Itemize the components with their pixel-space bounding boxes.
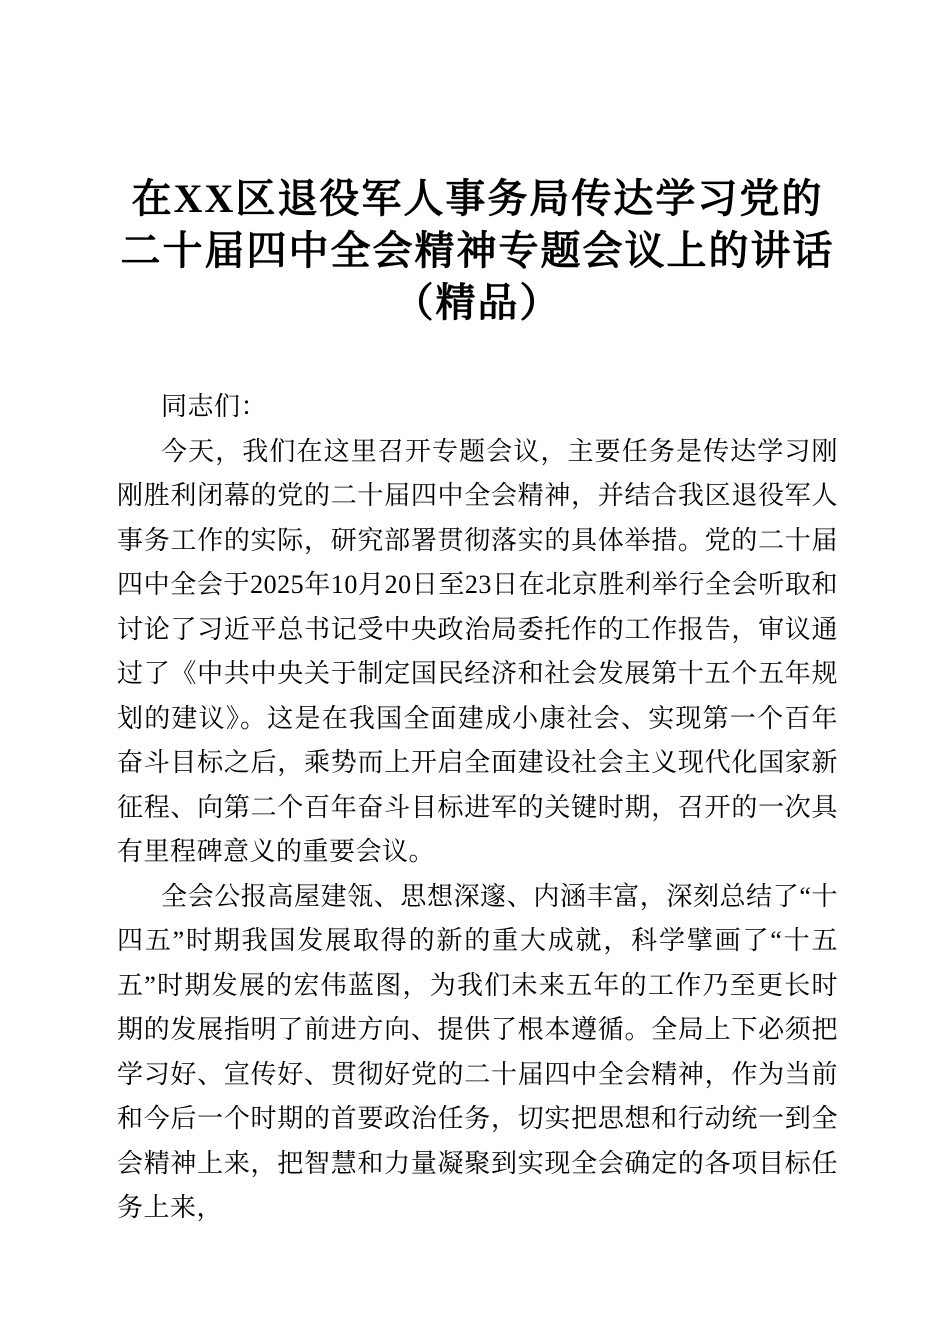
document-body	[117, 385, 838, 1231]
title-line-2: 二十届四中全会精神专题会议上的讲话	[120, 228, 835, 273]
title-line-1: 在XX区退役军人事务局传达学习党的	[131, 176, 824, 221]
paragraph-2: 全会公报高屋建瓴、思想深邃、内涵丰富，深刻总结了“十四五”时期我国发展取得的新的重大成就，科学擘画了“十五五”时期发展的宏伟蓝图，为我们未来五年的工作乃至更长时期的发展指明了前进方向、提供了根本遵循。全局上下必须把学习好、宣传好、贯彻好党的二十届四中全会精神，作为当前和今后一个时期的首要政治任务，切实把思想和行动统一到全会精神上来，把智慧和力量凝聚到实现全会确定的各项目标任务上来，	[117, 881, 838, 1222]
paragraph-1: 今天，我们在这里召开专题会议，主要任务是传达学习刚刚胜利闭幕的党的二十届四中全会精神，并结合我区退役军人事务工作的实际，研究部署贯彻落实的具体举措。党的二十届四中全会于2025年10月20日至23日在北京胜利举行全会听取和讨论了习近平总书记受中央政治局委托作的工作报告，审议通过了《中共中央关于制定国民经济和社会发展第十五个五年规划的建议》。这是在我国全面建成小康社会、实现第一个百年奋斗目标之后，乘势而上开启全面建设社会主义现代化国家新征程、向第二个百年奋斗目标进军的关键时期，召开的一次具有里程碑意义的重要会议。	[117, 436, 838, 866]
salutation: 同志们：	[161, 392, 268, 421]
document-title	[117, 173, 838, 329]
title-line-3: （精品）	[393, 280, 562, 325]
